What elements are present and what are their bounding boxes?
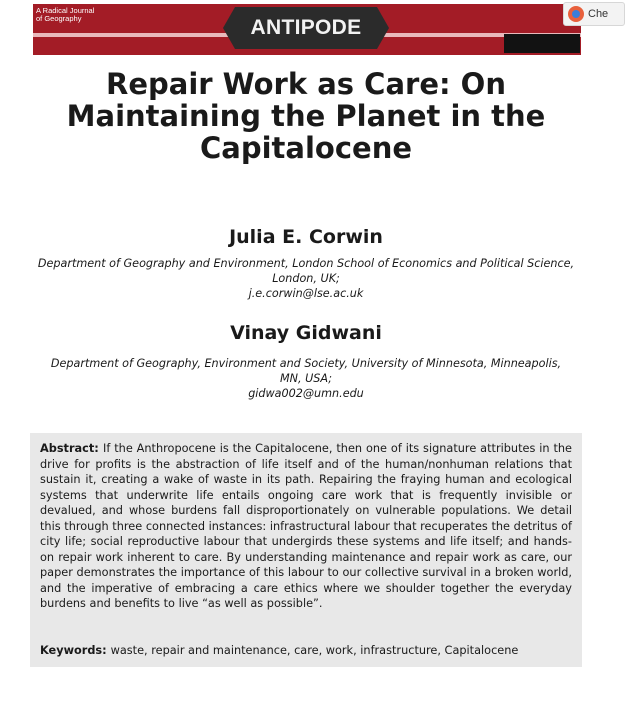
author-affiliation bbox=[30, 256, 582, 301]
affiliation-line: Department of Geography, Environment and Society, University of Minnesota, Minneapolis, bbox=[50, 357, 562, 370]
journal-name: ANTIPODE bbox=[250, 16, 362, 39]
author-name: Julia E. Corwin bbox=[229, 226, 383, 248]
keywords-label: Keywords: bbox=[40, 644, 111, 657]
extension-icon bbox=[568, 6, 584, 22]
abstract-box bbox=[30, 433, 582, 667]
keywords bbox=[40, 643, 572, 658]
tagline-line-1: A Radical Journal bbox=[36, 6, 95, 15]
abstract bbox=[40, 441, 572, 612]
abstract-text: If the Anthropocene is the Capitalocene, then one of its signature attributes in the drive for profits is the abstraction of life itself and of the human/nonhuman relations that sustain it, creating a wake of waste in its path. Repairing the fraying human and ecological systems that underwrite life entails ongoing care work that is frequently invisible or devalued, and whose burdens fall disproportionately on vulnerable populations. We detail this through three connected instances: infrastructural labour that recuperates the detritus of city life; social reproductive labour that undergirds these systems and life itself; and hands-on repair work inherent to care. By understanding maintenance and repair work as care, our paper demonstrates the importance of this labour to our collective survival in a broken world, and the imperative of embracing a care ethics where we shoulder together the everyday burdens and benefits to live “as well as possible”. bbox=[40, 442, 572, 610]
abstract-label: Abstract: bbox=[40, 442, 104, 455]
article-title: Repair Work as Care: On Maintaining the Planet in the Capitalocene bbox=[66, 67, 546, 165]
author-email[interactable]: gidwa002@umn.edu bbox=[248, 387, 364, 400]
journal-logo bbox=[223, 7, 389, 49]
tagline-line-2: of Geography bbox=[36, 14, 82, 23]
banner-dark-block bbox=[504, 34, 580, 53]
affiliation-line: MN, USA; bbox=[279, 372, 333, 385]
author-email[interactable]: j.e.corwin@lse.ac.uk bbox=[248, 287, 364, 300]
affiliation-line: London, UK; bbox=[272, 272, 340, 285]
extension-label: Che bbox=[588, 8, 609, 20]
browser-extension-chip[interactable] bbox=[563, 2, 625, 26]
journal-tagline bbox=[36, 7, 94, 23]
author-affiliation bbox=[30, 356, 582, 401]
affiliation-line: Department of Geography and Environment, London School of Economics and Political Science, bbox=[37, 257, 575, 270]
keywords-text: waste, repair and maintenance, care, work, infrastructure, Capitalocene bbox=[110, 644, 519, 657]
author-name: Vinay Gidwani bbox=[230, 322, 382, 344]
